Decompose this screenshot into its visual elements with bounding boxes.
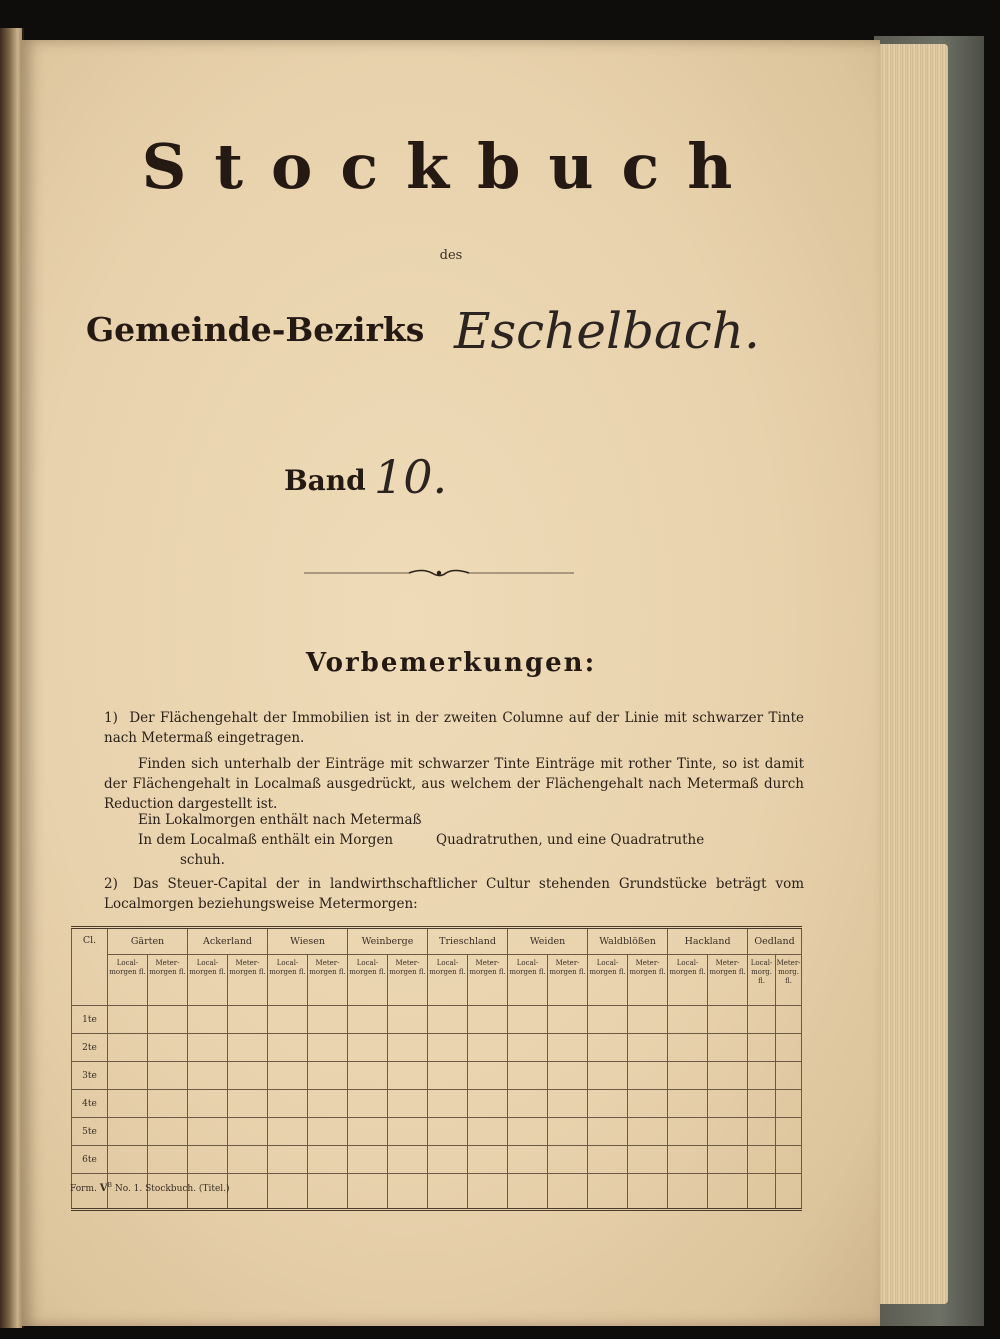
subheader-local-short: Local- morg. fl.	[748, 955, 776, 1006]
table-cell	[428, 1146, 468, 1174]
table-cell	[188, 1062, 228, 1090]
remark-1-measures	[138, 810, 705, 870]
table-cell	[468, 1090, 508, 1118]
table-cell	[228, 1146, 268, 1174]
table-cell	[748, 1006, 776, 1034]
district-label: Gemeinde-Bezirks	[86, 310, 425, 349]
subheader-meter: Meter- morgen fl.	[228, 955, 268, 1006]
row-class-label: 5te	[72, 1118, 108, 1146]
row-class-label: 4te	[72, 1090, 108, 1118]
subheader-meter-short: Meter- morg. fl.	[776, 955, 802, 1006]
subheader-local: Local- morgen fl.	[188, 955, 228, 1006]
table-cell	[188, 1034, 228, 1062]
table-cell	[388, 1006, 428, 1034]
table-cell	[776, 1118, 802, 1146]
table-cell	[708, 1146, 748, 1174]
row-class-label: 1te	[72, 1006, 108, 1034]
remarks-heading: Vorbemerkungen:	[305, 648, 597, 678]
row-class-label: 6te	[72, 1146, 108, 1174]
page-title: Stockbuch	[141, 130, 761, 203]
table-cell	[776, 1062, 802, 1090]
table-cell	[776, 1146, 802, 1174]
subheader-local: Local- morgen fl.	[668, 955, 708, 1006]
table-cell	[588, 1062, 628, 1090]
remark-1-number: 1)	[104, 710, 118, 726]
table-cell	[548, 1118, 588, 1146]
category-header: Gärten	[108, 928, 188, 955]
table-cell	[308, 1174, 348, 1210]
form-footer	[70, 1182, 230, 1194]
table-cell	[308, 1034, 348, 1062]
table-cell	[428, 1118, 468, 1146]
table-cell	[348, 1090, 388, 1118]
table-cell	[348, 1034, 388, 1062]
category-header: Trieschland	[428, 928, 508, 955]
table-cell	[588, 1174, 628, 1210]
table-cell	[628, 1090, 668, 1118]
table-cell	[708, 1118, 748, 1146]
table-cell	[668, 1034, 708, 1062]
table-cell	[628, 1034, 668, 1062]
table-cell	[668, 1006, 708, 1034]
table-cell	[508, 1006, 548, 1034]
category-header: Ackerland	[188, 928, 268, 955]
table-cell	[628, 1006, 668, 1034]
table-cell	[468, 1006, 508, 1034]
category-header: Oedland	[748, 928, 802, 955]
remark-1-text: Der Flächengehalt der Immobilien ist in der zweiten Columne auf der Linie mit schwarzer Tinte nach Metermaß eingetragen.	[104, 710, 804, 746]
table-cell	[588, 1034, 628, 1062]
subheader-local: Local- morgen fl.	[428, 955, 468, 1006]
footer-form-text: No. 1. Stockbuch. (Titel.)	[114, 1184, 230, 1194]
remark-2-number: 2)	[104, 876, 118, 892]
volume-number-handwritten: 10.	[374, 450, 448, 504]
table-cell	[388, 1118, 428, 1146]
table-cell	[228, 1174, 268, 1210]
table-cell	[668, 1118, 708, 1146]
table-cell	[228, 1034, 268, 1062]
table-cell	[268, 1006, 308, 1034]
table-row	[72, 1034, 802, 1062]
table-cell	[188, 1146, 228, 1174]
remark-2-text: Das Steuer-Capital der in landwirthschaftlicher Cultur stehenden Grundstücke beträgt vom Localmorgen beziehungsweise Metermorgen:	[104, 876, 804, 912]
table-cell	[548, 1146, 588, 1174]
table-cell	[108, 1146, 148, 1174]
table-cell	[708, 1034, 748, 1062]
table-row	[72, 1006, 802, 1034]
category-header: Weinberge	[348, 928, 428, 955]
subheader-local: Local- morgen fl.	[108, 955, 148, 1006]
table-cell	[668, 1146, 708, 1174]
table-cell	[148, 1006, 188, 1034]
table-cell	[268, 1118, 308, 1146]
subheader-local: Local- morgen fl.	[588, 955, 628, 1006]
table-cell	[228, 1062, 268, 1090]
subheader-local: Local- morgen fl.	[268, 955, 308, 1006]
table-cell	[748, 1174, 776, 1210]
table-cell	[108, 1118, 148, 1146]
remark-1-line-c: Ein Lokalmorgen enthält nach Metermaß	[138, 812, 422, 828]
subheader-meter: Meter- morgen fl.	[708, 955, 748, 1006]
subheader-local: Local- morgen fl.	[348, 955, 388, 1006]
table-cell	[348, 1118, 388, 1146]
table-cell	[348, 1174, 388, 1210]
table-cell	[548, 1090, 588, 1118]
row-class-label: 2te	[72, 1034, 108, 1062]
table-cell	[468, 1062, 508, 1090]
table-cell	[428, 1062, 468, 1090]
table-cell	[388, 1034, 428, 1062]
table-cell	[748, 1146, 776, 1174]
row-class-label: 3te	[72, 1062, 108, 1090]
column-header-class: Cl.	[72, 928, 108, 1006]
table-cell	[588, 1006, 628, 1034]
subheader-meter: Meter- morgen fl.	[148, 955, 188, 1006]
footer-form-superscript: B	[107, 1182, 112, 1189]
table-cell	[508, 1034, 548, 1062]
table-cell	[468, 1034, 508, 1062]
table-cell	[148, 1062, 188, 1090]
table-row	[72, 1118, 802, 1146]
document-page	[22, 40, 880, 1326]
table-cell	[148, 1118, 188, 1146]
table-cell	[388, 1174, 428, 1210]
table-cell	[588, 1118, 628, 1146]
table-cell	[468, 1118, 508, 1146]
category-header: Waldblößen	[588, 928, 668, 955]
table-cell	[268, 1062, 308, 1090]
table-cell	[508, 1146, 548, 1174]
table-cell	[308, 1090, 348, 1118]
table-cell	[668, 1090, 708, 1118]
table-cell	[188, 1118, 228, 1146]
preposition-text: des	[439, 248, 463, 263]
table-cell	[776, 1034, 802, 1062]
subheader-meter: Meter- morgen fl.	[308, 955, 348, 1006]
volume-label: Band	[284, 464, 366, 497]
remark-2	[104, 874, 804, 914]
table-cell	[508, 1062, 548, 1090]
table-cell	[268, 1174, 308, 1210]
footer-form-label: Form.	[70, 1184, 97, 1194]
table-cell	[308, 1146, 348, 1174]
table-cell	[776, 1090, 802, 1118]
category-header: Wiesen	[268, 928, 348, 955]
table-cell	[708, 1174, 748, 1210]
subheader-meter: Meter- morgen fl.	[548, 955, 588, 1006]
table-cell	[428, 1174, 468, 1210]
remark-1-continuation: Finden sich unterhalb der Einträge mit schwarzer Tinte Einträge mit rother Tinte, so ist damit der Flächengehalt in Localmaß ausgedrückt, aus welchem der Flächengehalt nach Metermaß durch Reduction dargestellt ist.	[104, 756, 804, 812]
table-cell	[308, 1118, 348, 1146]
table-cell	[228, 1090, 268, 1118]
table-cell	[708, 1090, 748, 1118]
table-cell	[348, 1006, 388, 1034]
table-cell	[108, 1090, 148, 1118]
table-cell	[108, 1006, 148, 1034]
remark-1	[104, 708, 804, 748]
table-cell	[748, 1034, 776, 1062]
table-cell	[468, 1174, 508, 1210]
table-cell	[588, 1146, 628, 1174]
remark-1-line-e: schuh.	[180, 852, 225, 868]
table-cell	[588, 1090, 628, 1118]
district-name-handwritten: Eschelbach.	[454, 302, 760, 360]
table-cell	[628, 1146, 668, 1174]
table-cell	[388, 1146, 428, 1174]
table-cell	[508, 1118, 548, 1146]
table-cell	[508, 1090, 548, 1118]
subheader-local: Local- morgen fl.	[508, 955, 548, 1006]
table-cell	[548, 1034, 588, 1062]
table-cell	[148, 1034, 188, 1062]
table-cell	[148, 1090, 188, 1118]
table-cell	[428, 1006, 468, 1034]
left-page-edge	[0, 28, 24, 1328]
table-cell	[428, 1090, 468, 1118]
table-cell	[268, 1146, 308, 1174]
table-cell	[108, 1062, 148, 1090]
subheader-meter: Meter- morgen fl.	[468, 955, 508, 1006]
subheader-meter: Meter- morgen fl.	[388, 955, 428, 1006]
table-cell	[108, 1034, 148, 1062]
table-row	[72, 1062, 802, 1090]
table-row	[72, 1090, 802, 1118]
table-cell	[668, 1174, 708, 1210]
remark-1-line-d: In dem Localmaß enthält ein Morgen Quadratruthen, und eine Quadratruthe	[138, 832, 705, 848]
category-header: Weiden	[508, 928, 588, 955]
table-cell	[548, 1006, 588, 1034]
table-cell	[388, 1090, 428, 1118]
table-cell	[468, 1146, 508, 1174]
table-cell	[308, 1006, 348, 1034]
table-cell	[708, 1006, 748, 1034]
table-cell	[628, 1118, 668, 1146]
table-cell	[148, 1146, 188, 1174]
table-cell	[268, 1090, 308, 1118]
table-cell	[776, 1006, 802, 1034]
category-header: Hackland	[668, 928, 748, 955]
subheader-meter: Meter- morgen fl.	[628, 955, 668, 1006]
table-cell	[508, 1174, 548, 1210]
table-cell	[776, 1174, 802, 1210]
table-cell	[388, 1062, 428, 1090]
footer-form-code: V	[99, 1183, 108, 1194]
table-cell	[188, 1090, 228, 1118]
table-cell	[548, 1062, 588, 1090]
table-row	[72, 1146, 802, 1174]
tax-capital-table	[71, 926, 802, 1211]
ornament-divider	[304, 566, 574, 580]
table-cell	[228, 1118, 268, 1146]
table-cell	[748, 1062, 776, 1090]
page-stack	[876, 44, 948, 1304]
table-body	[72, 1006, 802, 1210]
table-cell	[668, 1062, 708, 1090]
table-cell	[348, 1146, 388, 1174]
table-cell	[268, 1034, 308, 1062]
table-cell	[748, 1118, 776, 1146]
table-cell	[548, 1174, 588, 1210]
table-cell	[308, 1062, 348, 1090]
table-cell	[188, 1006, 228, 1034]
table-cell	[628, 1174, 668, 1210]
table-cell	[428, 1034, 468, 1062]
table-cell	[748, 1090, 776, 1118]
table-cell	[228, 1006, 268, 1034]
table-cell	[628, 1062, 668, 1090]
table-cell	[348, 1062, 388, 1090]
table-cell	[708, 1062, 748, 1090]
